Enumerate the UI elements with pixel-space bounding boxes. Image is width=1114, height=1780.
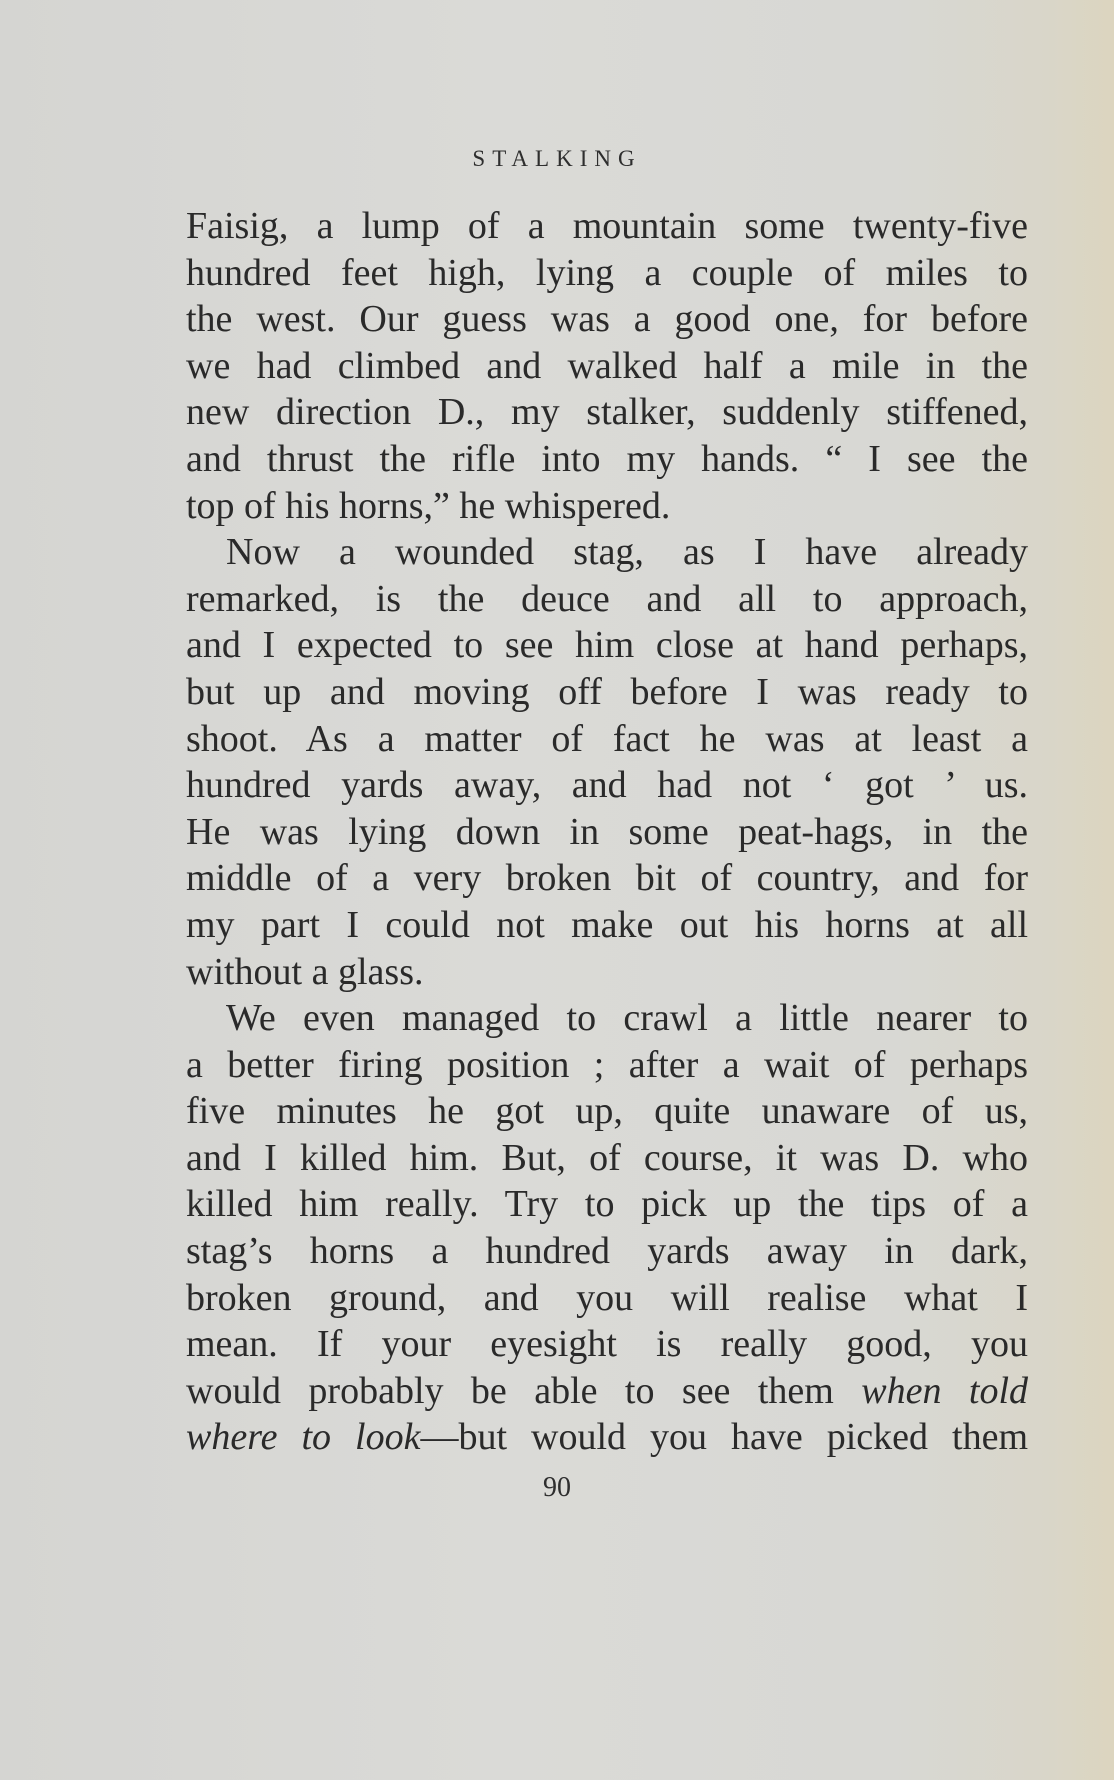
text-line: five minutes he got up, quite unaware of us,	[186, 1090, 1028, 1133]
text-line: Now a wounded stag, as I have already	[226, 531, 1028, 574]
text-line: shoot. As a matter of fact he was at least a	[186, 717, 1028, 760]
text-line: and thrust the rifle into my hands. “ I see the	[186, 437, 1028, 480]
text-line: my part I could not make out his horns at all	[186, 903, 1028, 946]
text-line: killed him really. Try to pick up the tips of a	[186, 1183, 1028, 1226]
running-head: STALKING	[472, 146, 642, 171]
text-line: He was lying down in some peat-hags, in the	[186, 810, 1028, 853]
text-line: we had climbed and walked half a mile in the	[186, 344, 1028, 387]
text-line: and I killed him. But, of course, it was D. who	[186, 1136, 1028, 1179]
text-line: top of his horns,” he whispered.	[186, 484, 671, 527]
text-segment: —but would you have picked them	[420, 1416, 1028, 1459]
text-line: a better firing position ; after a wait of perhaps	[186, 1043, 1028, 1086]
text-line: hundred feet high, lying a couple of miles to	[186, 251, 1028, 294]
text-line: We even managed to crawl a little nearer to	[226, 997, 1028, 1040]
text-segment: would probably be able to see them	[186, 1369, 862, 1412]
italic-segment: when told	[861, 1369, 1028, 1412]
text-line: hundred yards away, and had not ‘ got ’ us.	[186, 764, 1028, 807]
text-line: the west. Our guess was a good one, for before	[186, 298, 1028, 341]
paragraph-2	[186, 529, 1028, 995]
page-number: 90	[543, 1472, 571, 1503]
text-line-with-italic	[186, 1368, 1028, 1415]
text-line: Faisig, a lump of a mountain some twenty-five	[186, 205, 1028, 247]
text-line: middle of a very broken bit of country, and for	[186, 857, 1028, 900]
text-line-with-italic	[186, 1414, 1028, 1461]
body-text	[186, 203, 1028, 1461]
text-line: and I expected to see him close at hand perhaps,	[186, 624, 1028, 667]
text-line: without a glass.	[186, 950, 424, 993]
text-line: new direction D., my stalker, suddenly stiffened,	[186, 391, 1028, 434]
text-line: mean. If your eyesight is really good, you	[186, 1323, 1028, 1366]
text-line: broken ground, and you will realise what I	[186, 1276, 1028, 1319]
italic-segment: where to look	[186, 1416, 421, 1459]
text-line: stag’s horns a hundred yards away in dark,	[186, 1230, 1028, 1273]
paragraph-3	[186, 995, 1028, 1461]
text-line: remarked, is the deuce and all to approach,	[186, 577, 1028, 620]
paragraph-1	[186, 203, 1028, 529]
text-line: but up and moving off before I was ready to	[186, 670, 1028, 713]
